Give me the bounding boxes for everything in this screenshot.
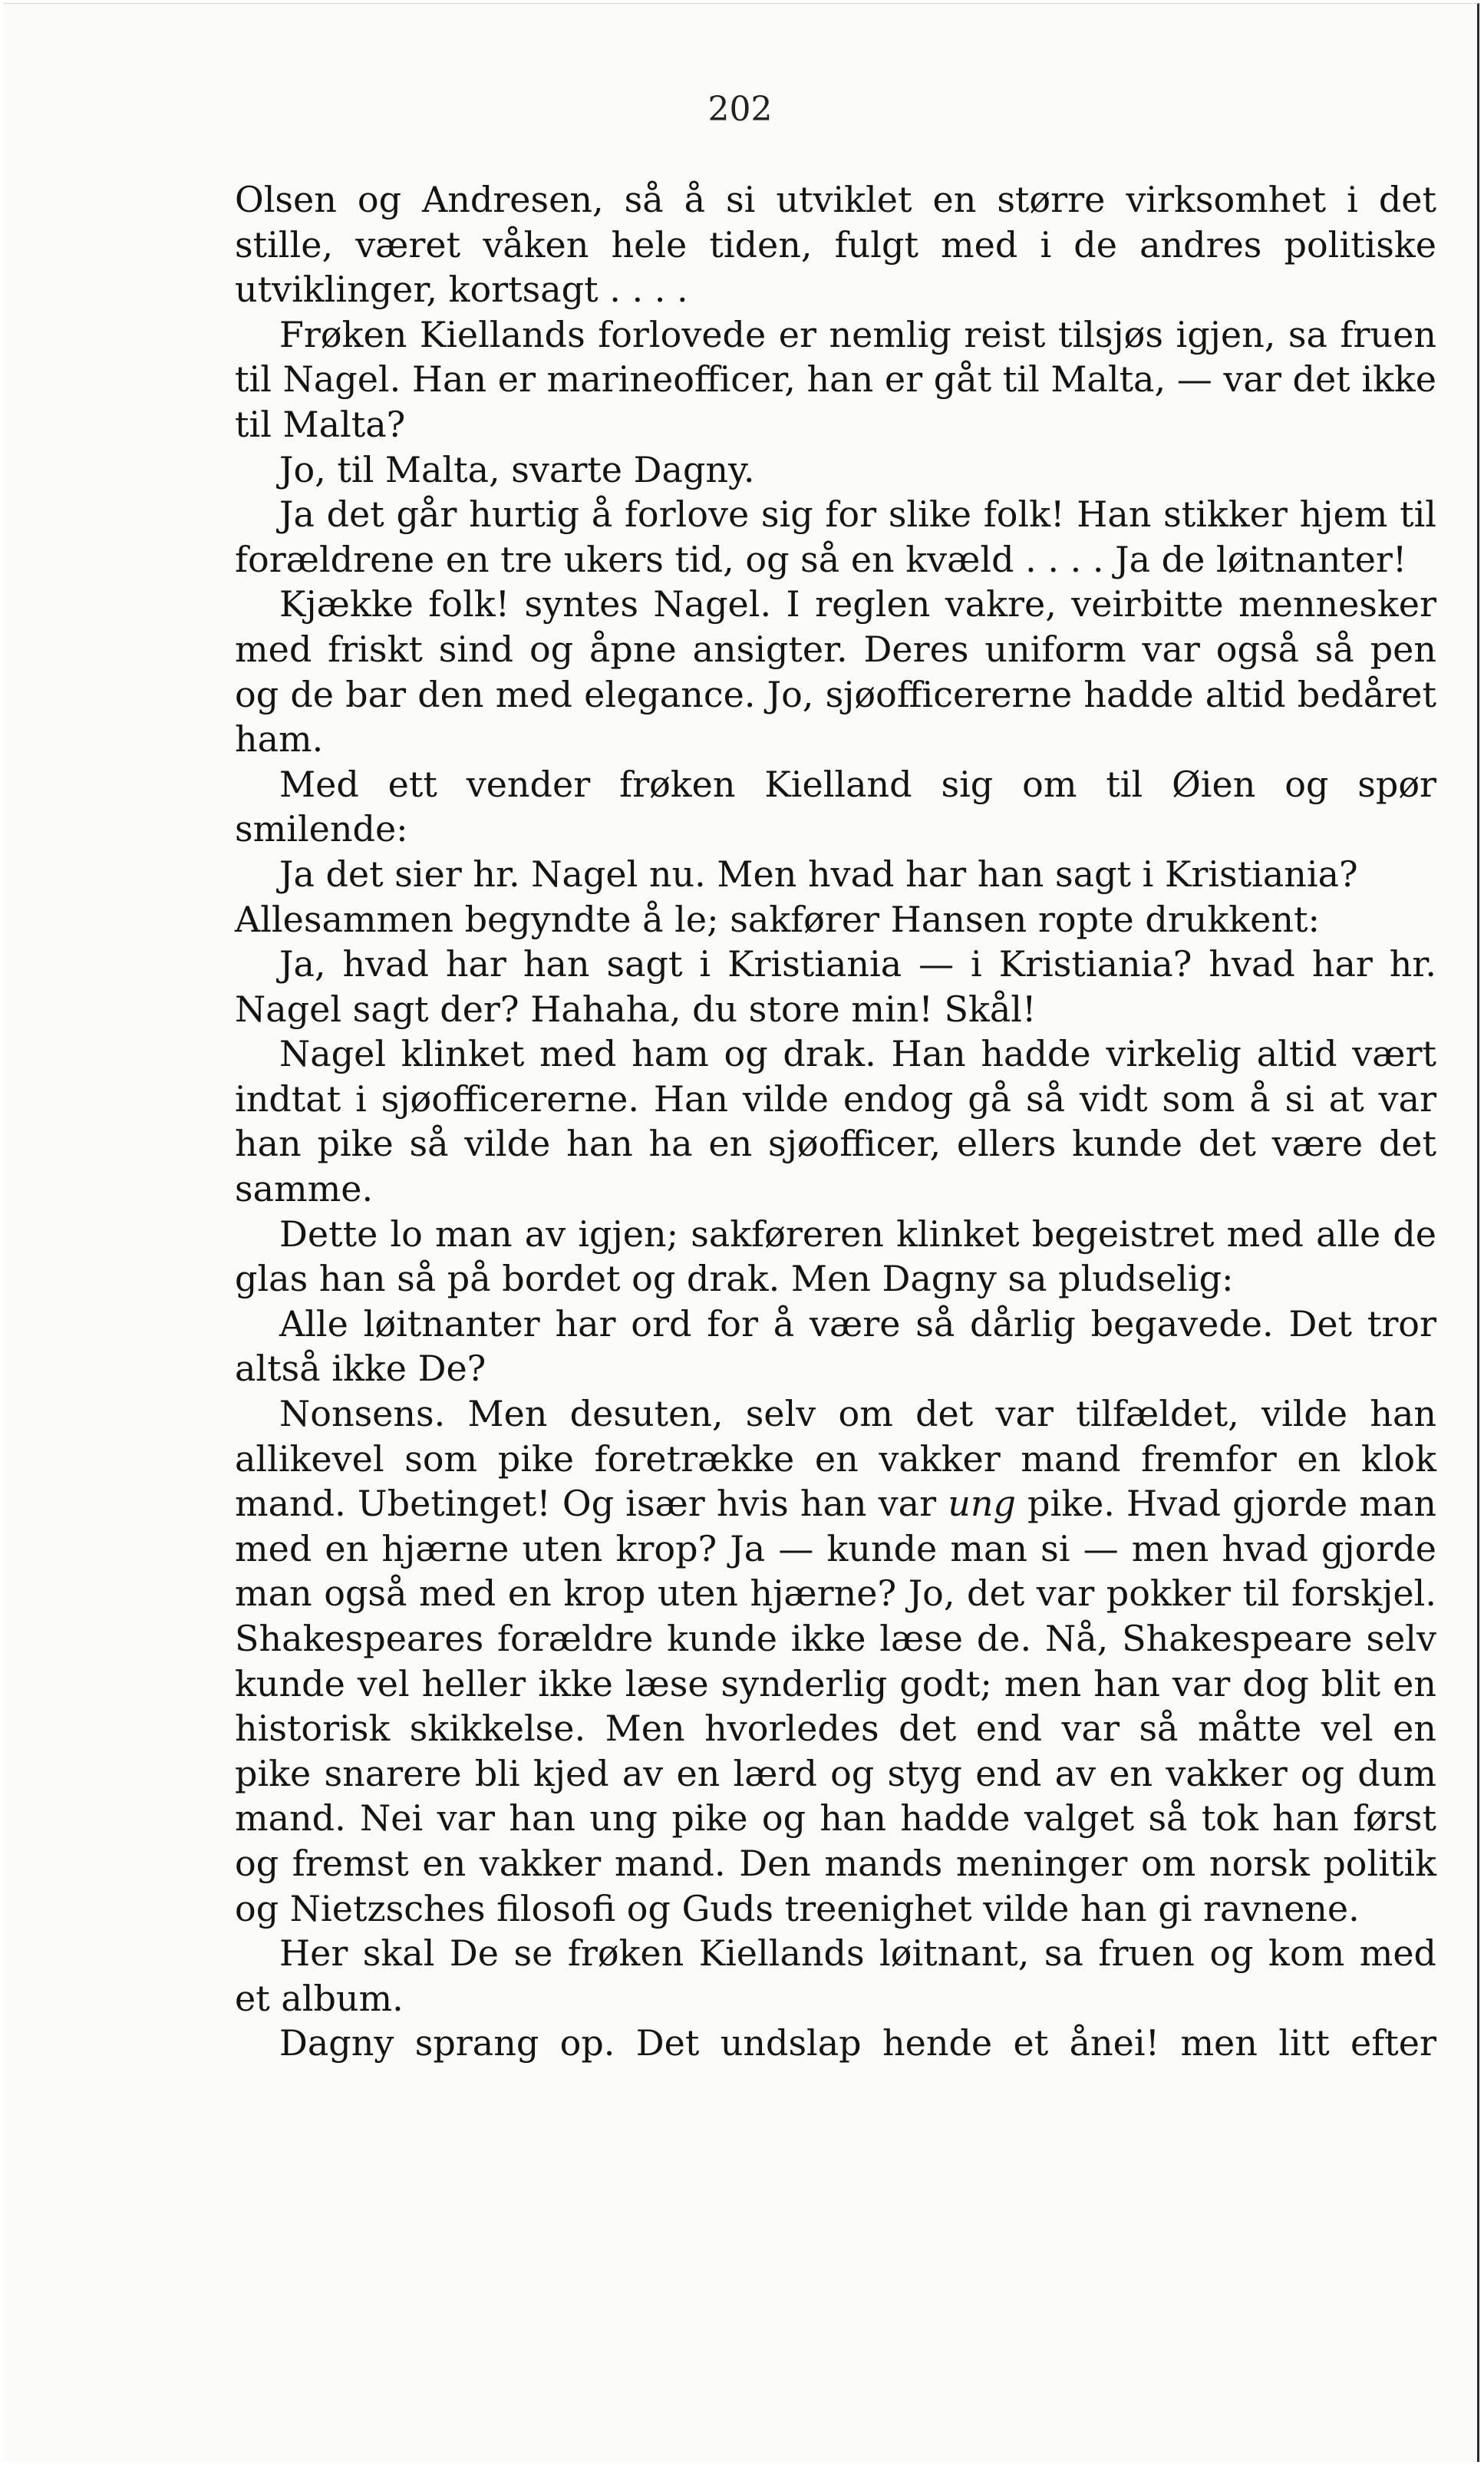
paragraph-1: Olsen og Andresen, så å si utviklet en større virksomhet i det stille, været våken hele tiden, fulgt med i de andres politiske utviklinger, kortsagt . . . .: [235, 179, 1436, 311]
paragraph-5: Kjække folk! syntes Nagel. I reglen vakre, veirbitte mennesker med friskt sind og åpne ansigter. Deres uniform var også så pen og de bar den med elegance. Jo, sjøofficererne hadde altid bedåret ham.: [235, 583, 1436, 761]
paragraph-3: Jo, til Malta, svarte Dagny.: [279, 448, 755, 490]
page-number: 202: [707, 90, 773, 129]
paragraph-10: Nagel klinket med ham og drak. Han hadde virkelig altid vært indtat i sjøofficererne. Han vilde endog gå så vidt som å si at var han pike så vilde han ha en sjøofficer, ellers kunde det være det samme.: [235, 1033, 1436, 1210]
paragraph-13-part-2: pike. Hvad gjorde man med en hjærne uten krop? Ja — kunde man si — men hvad gjorde man også med en krop uten hjærne? Jo, det var pokker til forskjel. Shakespeares forældre kunde ikke læse de. Nå, Shakespeare selv kunde vel heller ikke læse synderlig godt; men han var dog blit en historisk skikkelse. Men hvorledes det end var så måtte vel en pike snarere bli kjed av en lærd og styg end av en vakker og dum mand. Nei var han ung pike og han hadde valget så tok han først og fremst en vakker mand. Den mands meninger om norsk politik og Nietzsches filosofi og Guds treenighet vilde han gi ravnene.: [235, 1483, 1436, 1929]
paragraph-7: Ja det sier hr. Nagel nu. Men hvad har han sagt i Kristiania?: [279, 853, 1358, 895]
paragraph-14: Her skal De se frøken Kiellands løitnant, sa fruen og kom med et album.: [235, 1932, 1436, 2019]
paragraph-13-italic: ung: [948, 1483, 1016, 1525]
paragraph-9: Ja, hvad har han sagt i Kristiania — i Kristiania? hvad har hr. Nagel sagt der? Hahaha, du store min! Skål!: [235, 943, 1436, 1030]
paragraph-12: Alle løitnanter har ord for å være så dårlig begavede. Det tror altså ikke De?: [235, 1302, 1436, 1390]
paragraph-11: Dette lo man av igjen; sakføreren klinket begeistret med alle de glas han så på bordet og drak. Men Dagny sa pludselig:: [235, 1213, 1436, 1300]
paragraph-4: Ja det går hurtig å forlove sig for slike folk! Han stikker hjem til forældrene en tre ukers tid, og så en kvæld . . . . Ja de løitnanter!: [235, 493, 1436, 580]
paragraph-13-part-1: Nonsens. Men desuten, selv om det var tilfældet, vilde han allikevel som pike foretrække en vakker mand fremfor en klok mand. Ubetinget! Og især hvis han var: [235, 1393, 1436, 1525]
paragraph-15: Dagny sprang op. Det undslap hende et ånei! men litt efter: [279, 2022, 1436, 2064]
paragraph-8: Allesammen begyndte å le; sakfører Hansen ropte drukkent:: [235, 898, 1321, 940]
paragraph-13: [235, 1391, 1436, 1931]
body-text: [235, 177, 1436, 2066]
paragraph-2: Frøken Kiellands forlovede er nemlig reist tilsjøs igjen, sa fruen til Nagel. Han er marineofficer, han er gåt til Malta, — var det ikke til Malta?: [235, 313, 1436, 445]
paragraph-6: Med ett vender frøken Kielland sig om til Øien og spør smilende:: [235, 763, 1436, 850]
book-page: [3, 3, 1479, 2462]
